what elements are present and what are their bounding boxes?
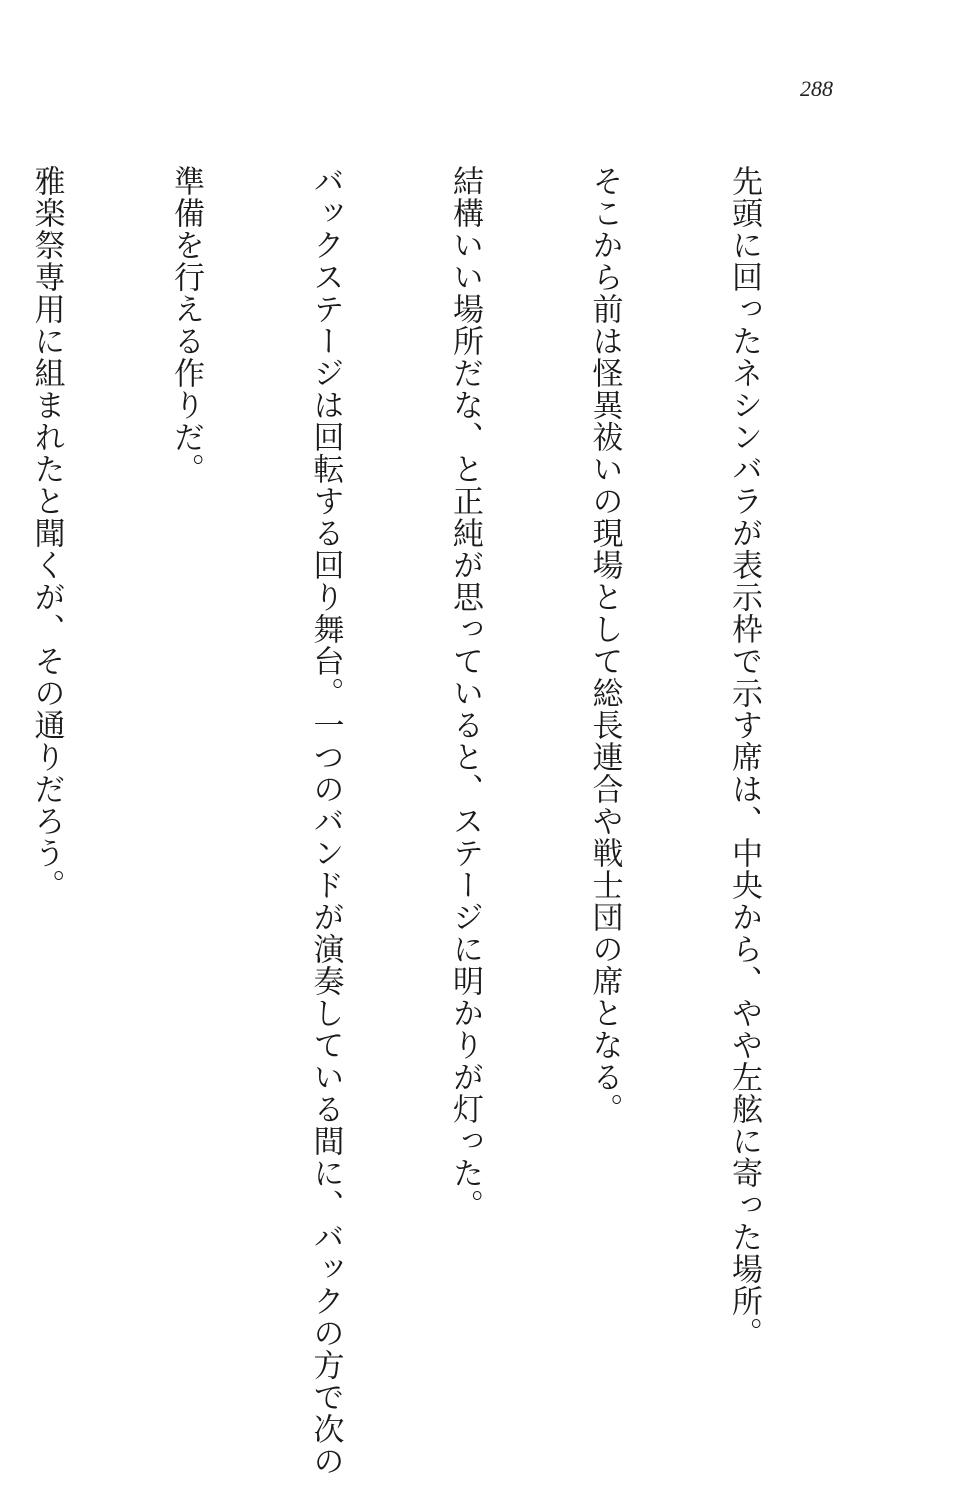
- text-line: バックステージは回転する回り舞台。一つのバンドが演奏している間に、バックの方で次の: [307, 165, 344, 1477]
- text-line: 雅楽祭専用に組まれたと聞くが、その通りだろう。: [28, 165, 65, 901]
- page-number: 288: [800, 76, 833, 101]
- text-line: 結構いい場所だな、と正純が思っていると、ステージに明かりが灯った。: [447, 165, 483, 1221]
- text-line: 準備を行える作りだ。: [168, 165, 204, 485]
- text-line: 先頭に回ったネシンバラが表示枠で示す席は、中央から、やや左舷に寄った場所。: [726, 165, 762, 1349]
- body-text: [0, 165, 860, 1477]
- text-line: そこから前は怪異祓いの現場として総長連合や戦士団の席となる。: [586, 165, 623, 1125]
